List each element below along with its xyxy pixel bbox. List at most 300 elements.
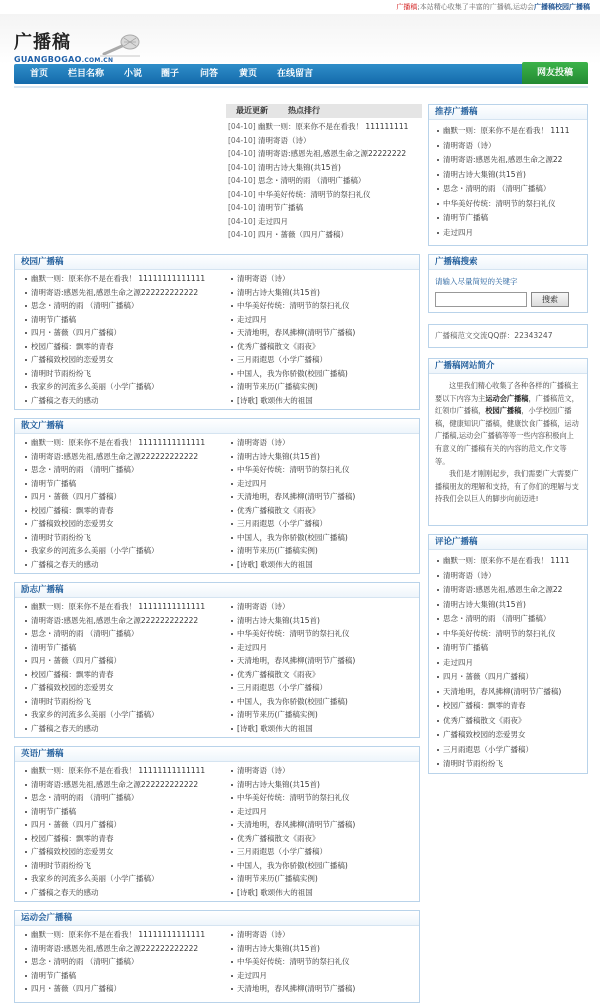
list-item[interactable] xyxy=(25,394,230,408)
list-item[interactable] xyxy=(25,340,230,354)
item-title[interactable]: 走过四月 xyxy=(443,227,473,237)
item-title[interactable]: 天清地明，春风拂柳(清明节广播稿) xyxy=(237,820,356,829)
item-title[interactable]: 四月・蔷薇（四月广播稿） xyxy=(443,672,533,681)
item-title[interactable]: 优秀广播稿散文《雨夜》 xyxy=(237,505,320,515)
list-item[interactable] xyxy=(231,818,420,832)
item-title[interactable]: 清明寄语:感恩先祖,感恩生命之源22222222 xyxy=(258,149,407,158)
item-title[interactable]: 广播稿之春天的感动 xyxy=(31,559,99,569)
category-list xyxy=(15,434,419,571)
list-item[interactable] xyxy=(231,722,420,736)
list-item[interactable] xyxy=(231,367,420,381)
item-title[interactable]: 四月・蔷薇（四月广播稿） xyxy=(31,984,121,993)
list-item[interactable] xyxy=(231,504,420,518)
item-title[interactable]: 清明时节雨纷纷飞 xyxy=(443,759,503,768)
category-title[interactable]: 励志广播稿 xyxy=(15,583,419,598)
item-title[interactable]: 幽默一则：原来你不是在看我！ 111111111 xyxy=(258,122,409,131)
item-title[interactable]: 清明寄语:感恩先祖,感恩生命之源22 xyxy=(443,155,563,164)
item-title[interactable]: 幽默一则：原来你不是在看我！ 11111111111111 xyxy=(31,766,206,775)
list-item[interactable] xyxy=(437,182,581,197)
list-item[interactable] xyxy=(231,778,420,792)
item-title[interactable]: 广播稿之春天的感动 xyxy=(31,723,99,733)
list-item[interactable] xyxy=(231,340,420,354)
item-title[interactable]: 幽默一则：原来你不是在看我！ 11111111111111 xyxy=(31,602,206,611)
list-row xyxy=(19,544,415,558)
list-item[interactable] xyxy=(231,764,420,778)
bullet-icon xyxy=(231,674,233,676)
list-item[interactable] xyxy=(231,832,420,846)
item-title[interactable]: 我家乡的河流多么美丽（小学广播稿） xyxy=(31,874,159,883)
list-item[interactable] xyxy=(25,668,230,682)
list-item[interactable] xyxy=(231,845,420,859)
item-title[interactable]: 清明古诗大集锦(共15首) xyxy=(237,943,320,953)
category-title[interactable]: 散文广播稿 xyxy=(15,419,419,434)
item-title[interactable]: 幽默一则：原来你不是在看我！ 11111111111111 xyxy=(31,930,206,939)
item-title[interactable]: 天清地明，春风拂柳(清明节广播稿) xyxy=(237,492,356,501)
item-title[interactable]: 校园广播稿：飘零的青春 xyxy=(31,669,114,679)
item-title[interactable]: 清明节广播稿 xyxy=(443,643,488,652)
item-title[interactable]: 走过四月 xyxy=(237,478,267,488)
list-item[interactable] xyxy=(437,569,581,584)
item-title[interactable]: 清明古诗大集锦(共15首) xyxy=(443,169,526,179)
list-item[interactable] xyxy=(437,612,581,627)
list-row xyxy=(19,490,415,504)
bullet-icon xyxy=(437,145,439,147)
list-item[interactable] xyxy=(25,517,230,531)
item-title[interactable]: 广播稿之春天的感动 xyxy=(31,395,99,405)
list-item[interactable] xyxy=(228,147,424,161)
item-title[interactable]: 天清地明，春风拂柳(清明节广播稿) xyxy=(237,984,356,993)
list-item[interactable] xyxy=(437,211,581,226)
list-item[interactable] xyxy=(25,886,230,900)
list-item[interactable] xyxy=(25,272,230,286)
list-item[interactable] xyxy=(228,201,424,215)
item-title[interactable]: 天清地明，春风拂柳(清明节广播稿) xyxy=(237,656,356,665)
top-notice-site-name[interactable]: 广播稿 xyxy=(396,3,418,11)
search-button[interactable]: 搜索 xyxy=(531,292,569,307)
item-title[interactable]: 清明寄语:感恩先祖,感恩生命之源222222222222 xyxy=(31,779,199,789)
item-title[interactable]: 清明节广播稿 xyxy=(31,314,76,324)
item-title[interactable]: 四月・蔷薇（四月广播稿） xyxy=(31,820,121,829)
item-title[interactable]: 清明时节雨纷纷飞 xyxy=(31,368,91,378)
list-item[interactable] xyxy=(231,668,420,682)
list-item[interactable] xyxy=(25,722,230,736)
list-item[interactable] xyxy=(437,139,581,154)
list-item[interactable] xyxy=(231,942,420,956)
site-logo[interactable] xyxy=(14,28,113,64)
list-item[interactable] xyxy=(437,656,581,671)
list-item[interactable] xyxy=(228,174,424,188)
list-item[interactable] xyxy=(437,641,581,656)
search-input[interactable] xyxy=(435,292,527,307)
list-item[interactable] xyxy=(231,982,420,996)
list-item[interactable] xyxy=(25,805,230,819)
item-title[interactable]: 清明寄语（诗） xyxy=(443,570,496,580)
list-item[interactable] xyxy=(437,583,581,598)
list-row xyxy=(19,832,415,846)
list-item[interactable] xyxy=(25,504,230,518)
item-title[interactable]: 四月・蔷薇（四月广播稿） xyxy=(31,328,121,337)
list-item[interactable] xyxy=(25,558,230,572)
bullet-icon xyxy=(25,961,27,963)
bullet-icon xyxy=(231,934,233,936)
item-title[interactable]: 清明古诗大集锦(共15首) xyxy=(237,779,320,789)
item-title[interactable]: 清明节广播稿 xyxy=(31,642,76,652)
item-title[interactable]: 清明寄语（诗） xyxy=(237,930,290,939)
item-title[interactable]: 清明时节雨纷纷飞 xyxy=(31,696,91,706)
bullet-icon xyxy=(25,892,27,894)
item-title[interactable]: 中华美好传统：清明节的祭扫礼仪 xyxy=(443,198,556,208)
list-item[interactable] xyxy=(437,598,581,613)
item-title[interactable]: 四月・蔷薇（四月广播稿） xyxy=(258,230,349,239)
item-title[interactable]: 思念・清明的雨 （清明广播稿） xyxy=(31,629,139,638)
list-item[interactable] xyxy=(25,641,230,655)
item-title[interactable]: [诗歌] 歌颂伟大的祖国 xyxy=(237,887,313,897)
list-item[interactable] xyxy=(231,436,420,450)
list-item[interactable] xyxy=(437,554,581,569)
list-item[interactable] xyxy=(25,600,230,614)
list-item[interactable] xyxy=(437,670,581,685)
intro-link-campus[interactable]: 校园广播稿 xyxy=(485,406,522,416)
item-title[interactable]: 清明古诗大集锦(共15首) xyxy=(237,615,320,625)
category-title[interactable]: 英语广播稿 xyxy=(15,747,419,762)
list-item[interactable] xyxy=(231,681,420,695)
list-item[interactable] xyxy=(25,845,230,859)
nav-qa[interactable]: 问答 xyxy=(200,69,219,79)
list-item[interactable] xyxy=(437,743,581,758)
item-title[interactable]: 中华美好传统：清明节的祭扫礼仪 xyxy=(258,189,371,199)
tab-latest-updates[interactable]: 最近更新 xyxy=(236,106,268,115)
item-title[interactable]: 我家乡的河流多么美丽（小学广播稿） xyxy=(31,382,159,391)
list-item[interactable] xyxy=(437,757,581,772)
list-item[interactable] xyxy=(231,627,420,641)
intro-text-part: ，广播稿范文，红领巾广播稿， xyxy=(435,393,579,416)
item-title[interactable]: 清明节来历(广播稿实例) xyxy=(237,382,318,391)
list-item[interactable] xyxy=(231,450,420,464)
list-item[interactable] xyxy=(25,708,230,722)
list-item[interactable] xyxy=(231,544,420,558)
item-title[interactable]: 清明寄语（诗） xyxy=(237,438,290,447)
item-title[interactable]: [诗歌] 歌颂伟大的祖国 xyxy=(237,395,313,405)
item-title[interactable]: 清明古诗大集锦(共15首) xyxy=(237,451,320,461)
item-title[interactable]: 清明节广播稿 xyxy=(258,203,304,212)
list-item[interactable] xyxy=(231,614,420,628)
list-item[interactable] xyxy=(437,124,581,139)
list-item[interactable] xyxy=(231,859,420,873)
item-title[interactable]: 清明节广播稿 xyxy=(31,806,76,816)
item-title[interactable]: 思念・清明的雨 （清明广播稿） xyxy=(31,465,139,474)
list-item[interactable] xyxy=(25,627,230,641)
bullet-icon xyxy=(437,647,439,649)
list-item[interactable] xyxy=(231,380,420,394)
list-item[interactable] xyxy=(231,326,420,340)
list-row xyxy=(19,668,415,682)
item-title[interactable]: 清明节广播稿 xyxy=(31,970,76,980)
intro-link-sports[interactable]: 运动会广播稿 xyxy=(485,393,529,403)
list-item[interactable] xyxy=(231,272,420,286)
list-item[interactable] xyxy=(437,226,581,241)
item-title[interactable]: 中华美好传统：清明节的祭扫礼仪 xyxy=(237,465,350,474)
item-title[interactable]: 清明时节雨纷纷飞 xyxy=(31,532,91,542)
item-title[interactable]: 天清地明，春风拂柳(清明节广播稿) xyxy=(237,328,356,337)
item-title[interactable]: 清明节来历(广播稿实例) xyxy=(237,710,318,719)
list-item[interactable] xyxy=(25,982,230,996)
list-item[interactable] xyxy=(231,886,420,900)
list-item[interactable] xyxy=(25,791,230,805)
item-title[interactable]: [诗歌] 歌颂伟大的祖国 xyxy=(237,559,313,569)
item-title[interactable]: 校园广播稿：飘零的青春 xyxy=(443,701,526,710)
item-title[interactable]: 中国人，我为你骄傲(校园广播稿) xyxy=(237,696,348,706)
list-item[interactable] xyxy=(25,859,230,873)
nav-home[interactable]: 首页 xyxy=(30,69,49,79)
latest-list xyxy=(228,120,424,242)
item-title[interactable]: 走过四月 xyxy=(237,806,267,816)
list-item[interactable] xyxy=(231,791,420,805)
nav-online-message[interactable]: 在线留言 xyxy=(277,69,314,79)
item-title[interactable]: 中国人，我为你骄傲(校园广播稿) xyxy=(237,368,348,378)
item-title[interactable]: 思念・清明的雨 （清明广播稿） xyxy=(443,614,551,623)
item-title[interactable]: 清明节广播稿 xyxy=(31,478,76,488)
item-title[interactable]: 走过四月 xyxy=(237,970,267,980)
list-item[interactable] xyxy=(25,928,230,942)
list-item[interactable] xyxy=(25,531,230,545)
list-item[interactable] xyxy=(231,654,420,668)
bullet-icon xyxy=(231,961,233,963)
list-item[interactable] xyxy=(437,197,581,212)
item-title[interactable]: 优秀广播稿散文《雨夜》 xyxy=(237,833,320,843)
list-item[interactable] xyxy=(25,353,230,367)
nav-column-name[interactable]: 栏目名称 xyxy=(68,69,105,79)
bullet-icon xyxy=(231,975,233,977)
item-title[interactable]: 中华美好传统：清明节的祭扫礼仪 xyxy=(443,628,556,638)
item-title[interactable]: 清明时节雨纷纷飞 xyxy=(31,860,91,870)
bullet-icon xyxy=(25,510,27,512)
item-title[interactable]: [诗歌] 歌颂伟大的祖国 xyxy=(237,723,313,733)
list-item[interactable] xyxy=(231,531,420,545)
list-item[interactable] xyxy=(25,313,230,327)
item-title[interactable]: 四月・蔷薇（四月广播稿） xyxy=(31,656,121,665)
item-title[interactable]: 三月雨遐思（小学广播稿） xyxy=(237,683,327,692)
item-title[interactable]: 广播稿致校园的恋爱男女 xyxy=(31,355,114,364)
list-item[interactable] xyxy=(25,436,230,450)
list-item[interactable] xyxy=(231,708,420,722)
item-title[interactable]: 中国人，我为你骄傲(校园广播稿) xyxy=(237,532,348,542)
item-title[interactable]: 清明古诗大集锦(共15首) xyxy=(237,287,320,297)
item-title[interactable]: 三月雨遐思（小学广播稿） xyxy=(237,847,327,856)
list-item[interactable] xyxy=(25,614,230,628)
list-item[interactable] xyxy=(437,153,581,168)
item-title[interactable]: 中华美好传统：清明节的祭扫礼仪 xyxy=(237,793,350,802)
list-item[interactable] xyxy=(25,654,230,668)
list-item[interactable] xyxy=(231,286,420,300)
item-title[interactable]: 幽默一则：原来你不是在看我！ 1111 xyxy=(443,556,570,565)
item-title[interactable]: 幽默一则：原来你不是在看我！ 11111111111111 xyxy=(31,438,206,447)
list-item[interactable] xyxy=(231,805,420,819)
list-item[interactable] xyxy=(25,286,230,300)
list-item[interactable] xyxy=(437,699,581,714)
item-title[interactable]: 清明寄语:感恩先祖,感恩生命之源22 xyxy=(443,585,563,594)
nav-circle[interactable]: 圈子 xyxy=(161,69,180,79)
item-title[interactable]: 中国人，我为你骄傲(校园广播稿) xyxy=(237,860,348,870)
item-title[interactable]: 清明寄语（诗） xyxy=(443,140,496,150)
item-title[interactable]: 幽默一则：原来你不是在看我！ 11111111111111 xyxy=(31,274,206,283)
item-title[interactable]: 思念・清明的雨 （清明广播稿） xyxy=(258,176,366,185)
list-item[interactable] xyxy=(231,928,420,942)
list-item[interactable] xyxy=(437,168,581,183)
item-title[interactable]: 广播稿致校园的恋爱男女 xyxy=(443,730,526,739)
item-title[interactable]: 校园广播稿：飘零的青春 xyxy=(31,505,114,515)
item-title[interactable]: 中华美好传统：清明节的祭扫礼仪 xyxy=(237,957,350,966)
list-item[interactable] xyxy=(228,215,424,229)
list-item[interactable] xyxy=(25,681,230,695)
list-item[interactable] xyxy=(231,517,420,531)
item-title[interactable]: 中华美好传统：清明节的祭扫礼仪 xyxy=(237,301,350,310)
list-item[interactable] xyxy=(231,299,420,313)
list-item[interactable] xyxy=(231,558,420,572)
list-item[interactable] xyxy=(25,778,230,792)
item-title[interactable]: 清明寄语:感恩先祖,感恩生命之源222222222222 xyxy=(31,287,199,297)
bullet-icon xyxy=(231,564,233,566)
item-title[interactable]: 清明古诗大集锦(共15首) xyxy=(258,162,341,172)
item-title[interactable]: 三月雨遐思（小学广播稿） xyxy=(237,355,327,364)
list-item[interactable] xyxy=(231,490,420,504)
item-title[interactable]: 优秀广播稿散文《雨夜》 xyxy=(443,715,526,725)
list-row xyxy=(19,695,415,709)
item-title[interactable]: 思念・清明的雨 （清明广播稿） xyxy=(31,793,139,802)
submit-article-button[interactable]: 网友投稿 xyxy=(522,62,588,84)
item-title[interactable]: 天清地明，春风拂柳(清明节广播稿) xyxy=(443,686,562,696)
item-title[interactable]: 走过四月 xyxy=(443,657,473,667)
nav-yellow-pages[interactable]: 黄页 xyxy=(239,69,258,79)
list-item[interactable] xyxy=(25,544,230,558)
category-title[interactable]: 运动会广播稿 xyxy=(15,911,419,926)
bullet-icon xyxy=(25,537,27,539)
item-title[interactable]: 思念・清明的雨 （清明广播稿） xyxy=(31,301,139,310)
list-item[interactable] xyxy=(231,695,420,709)
bullet-icon xyxy=(437,174,439,176)
item-title[interactable]: 走过四月 xyxy=(258,216,289,226)
item-title[interactable]: 广播稿致校园的恋爱男女 xyxy=(31,519,114,528)
list-item[interactable] xyxy=(437,714,581,729)
bullet-icon xyxy=(231,701,233,703)
list-item[interactable] xyxy=(231,353,420,367)
item-title[interactable]: 优秀广播稿散文《雨夜》 xyxy=(237,669,320,679)
bullet-icon xyxy=(231,865,233,867)
item-title[interactable]: 中华美好传统：清明节的祭扫礼仪 xyxy=(237,629,350,638)
item-title[interactable]: 清明寄语（诗） xyxy=(237,602,290,611)
item-title[interactable]: 思念・清明的雨 （清明广播稿） xyxy=(31,957,139,966)
list-item[interactable] xyxy=(231,641,420,655)
list-item[interactable] xyxy=(25,477,230,491)
item-title[interactable]: 清明寄语:感恩先祖,感恩生命之源222222222222 xyxy=(31,615,199,625)
nav-novel[interactable]: 小说 xyxy=(124,69,143,79)
list-item[interactable] xyxy=(25,463,230,477)
item-title[interactable]: 清明寄语:感恩先祖,感恩生命之源222222222222 xyxy=(31,943,199,953)
item-title[interactable]: 清明寄语（诗） xyxy=(258,135,311,145)
item-title[interactable]: 广播稿致校园的恋爱男女 xyxy=(31,847,114,856)
item-title[interactable]: 清明节来历(广播稿实例) xyxy=(237,546,318,555)
bullet-icon xyxy=(231,647,233,649)
list-row xyxy=(19,641,415,655)
list-item[interactable] xyxy=(25,326,230,340)
list-item[interactable] xyxy=(228,188,424,202)
list-item[interactable] xyxy=(437,627,581,642)
bullet-icon xyxy=(231,400,233,402)
list-item[interactable] xyxy=(25,299,230,313)
item-title[interactable]: 清明寄语（诗） xyxy=(237,766,290,775)
list-item[interactable] xyxy=(25,450,230,464)
list-item[interactable] xyxy=(231,955,420,969)
list-item[interactable] xyxy=(231,313,420,327)
search-hint: 请输入尽量简短的关键字 xyxy=(435,277,518,286)
list-row xyxy=(19,982,415,996)
list-item[interactable] xyxy=(231,463,420,477)
item-title[interactable]: 我家乡的河流多么美丽（小学广播稿） xyxy=(31,710,159,719)
item-title[interactable]: 幽默一则：原来你不是在看我！ 1111 xyxy=(443,126,570,135)
list-row xyxy=(19,450,415,464)
list-item[interactable] xyxy=(25,872,230,886)
tab-hot-ranking[interactable]: 热点排行 xyxy=(288,106,320,115)
item-title[interactable]: 校园广播稿：飘零的青春 xyxy=(31,833,114,843)
item-title[interactable]: 清明寄语:感恩先祖,感恩生命之源222222222222 xyxy=(31,451,199,461)
item-title[interactable]: 三月雨遐思（小学广播稿） xyxy=(237,519,327,528)
item-title[interactable]: 清明节来历(广播稿实例) xyxy=(237,874,318,883)
item-title[interactable]: 广播稿致校园的恋爱男女 xyxy=(31,683,114,692)
category-title[interactable]: 校园广播稿 xyxy=(15,255,419,270)
item-title[interactable]: 清明节广播稿 xyxy=(443,213,488,222)
list-item[interactable] xyxy=(25,818,230,832)
list-item[interactable] xyxy=(231,969,420,983)
item-title[interactable]: 清明古诗大集锦(共15首) xyxy=(443,599,526,609)
list-item[interactable] xyxy=(231,872,420,886)
list-item[interactable] xyxy=(25,380,230,394)
list-item[interactable] xyxy=(25,832,230,846)
bullet-icon xyxy=(231,838,233,840)
list-item[interactable] xyxy=(25,764,230,778)
list-item[interactable] xyxy=(25,695,230,709)
list-item[interactable] xyxy=(231,600,420,614)
top-notice-links[interactable]: 广播稿校园广播稿 xyxy=(534,3,590,11)
list-item[interactable] xyxy=(228,134,424,148)
item-title[interactable]: 清明寄语（诗） xyxy=(237,274,290,283)
list-item[interactable] xyxy=(228,228,424,242)
list-item[interactable] xyxy=(437,728,581,743)
item-title[interactable]: 我家乡的河流多么美丽（小学广播稿） xyxy=(31,546,159,555)
list-item[interactable] xyxy=(228,161,424,175)
list-item[interactable] xyxy=(25,367,230,381)
list-item[interactable] xyxy=(25,490,230,504)
list-item[interactable] xyxy=(231,477,420,491)
item-title[interactable]: 四月・蔷薇（四月广播稿） xyxy=(31,492,121,501)
list-item[interactable] xyxy=(228,120,424,134)
list-row xyxy=(19,614,415,628)
list-item[interactable] xyxy=(25,942,230,956)
list-item[interactable] xyxy=(25,969,230,983)
item-title[interactable]: 优秀广播稿散文《雨夜》 xyxy=(237,341,320,351)
item-title[interactable]: 走过四月 xyxy=(237,642,267,652)
item-title[interactable]: 走过四月 xyxy=(237,314,267,324)
bullet-icon xyxy=(25,811,27,813)
list-row xyxy=(19,394,415,408)
list-item[interactable] xyxy=(231,394,420,408)
list-item[interactable] xyxy=(437,685,581,700)
list-item[interactable] xyxy=(25,955,230,969)
item-title[interactable]: 广播稿之春天的感动 xyxy=(31,887,99,897)
item-title[interactable]: 思念・清明的雨 （清明广播稿） xyxy=(443,184,551,193)
item-title[interactable]: 校园广播稿：飘零的青春 xyxy=(31,341,114,351)
item-title[interactable]: 三月雨遐思（小学广播稿） xyxy=(443,744,533,754)
bullet-icon xyxy=(25,878,27,880)
list-row xyxy=(19,872,415,886)
